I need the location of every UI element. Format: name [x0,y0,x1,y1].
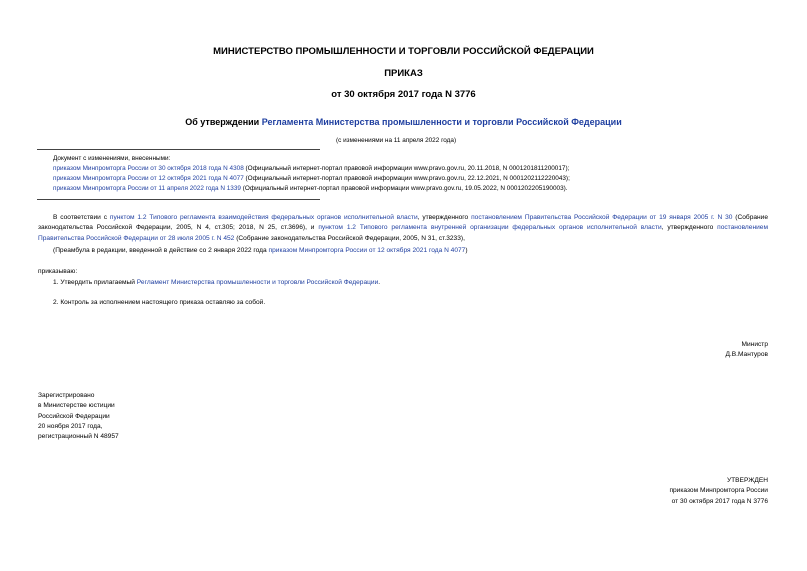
registration-line: Российской Федерации [38,412,110,420]
registration-line: в Министерстве юстиции [38,402,115,410]
approval-block [560,476,768,507]
document-type: ПРИКАЗ [384,68,423,79]
registration-line: регистрационный N 48957 [38,433,119,441]
internal-reglament-link[interactable]: пунктом 1.2 Типового регламента внутренней организации федеральных органов исполнительной власти [318,224,662,232]
approval-line: УТВЕРЖДЕН [726,477,768,484]
order-4077-link[interactable]: приказом Минпромторга России от 12 октября 2021 года N 4077 [268,247,466,254]
government-decree-30-link[interactable]: постановлением Правительства Российской Федерации от 19 января 2005 г. N 30 [471,214,733,221]
registration-block [38,391,119,442]
changes-intro: Документ с изменениями, внесенными: [53,155,171,162]
typical-reglament-link[interactable]: пунктом 1.2 Типового регламента взаимодействия федеральных органов исполнительной власти [109,214,418,221]
change-link-2[interactable]: приказом Минпромторга России от 12 октября 2021 года N 4077 [53,175,244,182]
change-item-1: приказом Минпромторга России от 30 октября 2018 года N 4308 (Официальный интернет-портал правовой информации www.pravo.gov.ru, 20.11.2018, N 0001201811200017); [53,165,570,172]
signature-name: Д.В.Мантуров [725,351,768,358]
document-title-prefix: Об утверждении [185,117,262,127]
preamble-edition-note: (Преамбула в редакции, введенной в действие со 2 января 2022 года приказом Минпромторга России от 12 октября 2021 года N 4077) [53,247,468,254]
reglament-approve-link[interactable]: Регламент Министерства промышленности и торговли Российской Федерации [136,279,379,286]
approval-line: от 30 октября 2017 года N 3776 [671,497,768,505]
change-item-3: приказом Минпромторга России от 11 апреля 2022 года N 1339 (Официальный интернет-портал правовой информации www.pravo.gov.ru, 19.05.2022, N 0001202205190003). [53,185,568,192]
approval-line: приказом Минпромторга России [669,487,768,495]
change-item-2: приказом Минпромторга России от 12 октября 2021 года N 4077 (Официальный интернет-портал правовой информации www.pravo.gov.ru, 22.12.2021, N 0001202112220043); [53,175,570,182]
order-verb: приказываю: [38,268,78,275]
registration-line: 20 ноября 2017 года, [38,422,103,430]
order-item-2: 2. Контроль за исполнением настоящего приказа оставляю за собой. [53,299,266,306]
government-decree-452-link[interactable]: постановлением Правительства Российской Федерации от 28 июля 2005 г. N 452 [38,224,768,242]
reglament-link[interactable]: Регламента Министерства промышленности и торговли Российской Федерации [261,117,622,127]
signature-position: Министр [741,341,768,348]
document-title [0,117,807,127]
revision-note: (с изменениями на 11 апреля 2022 года) [336,137,457,144]
document-date: от 30 октября 2017 года N 3776 [331,89,476,100]
change-link-3[interactable]: приказом Минпромторга России от 11 апреля 2022 года N 1339 [53,185,241,192]
registration-line: Зарегистрировано [38,392,95,399]
ministry-title: МИНИСТЕРСТВО ПРОМЫШЛЕННОСТИ И ТОРГОВЛИ РОССИЙСКОЙ ФЕДЕРАЦИИ [213,46,594,57]
divider-top [37,149,320,150]
divider-bottom [37,199,320,200]
preamble-paragraph: В соответствии с пунктом 1.2 Типового регламента взаимодействия федеральных органов исполнительной власти, утвержденного постановлением Правительства Российской Федерации от 19 января 2005 г. N 30 (Собрание законодательства Российской Федерации, 2005, N 4, ст.305; 2018, N 25, ст.3696), и пунктом 1.2 Типового регламента внутренней организации федеральных органов исполнительной власти, утвержденного постановлением Правительства Российской Федерации от 28 июля 2005 г. N 452 (Собрание законодательства Российской Федерации, 2005, N 31, ст.3233), [38,214,769,242]
change-link-1[interactable]: приказом Минпромторга России от 30 октября 2018 года N 4308 [53,165,244,172]
order-item-1: 1. Утвердить прилагаемый Регламент Министерства промышленности и торговли Российской Федерации. [53,279,381,286]
